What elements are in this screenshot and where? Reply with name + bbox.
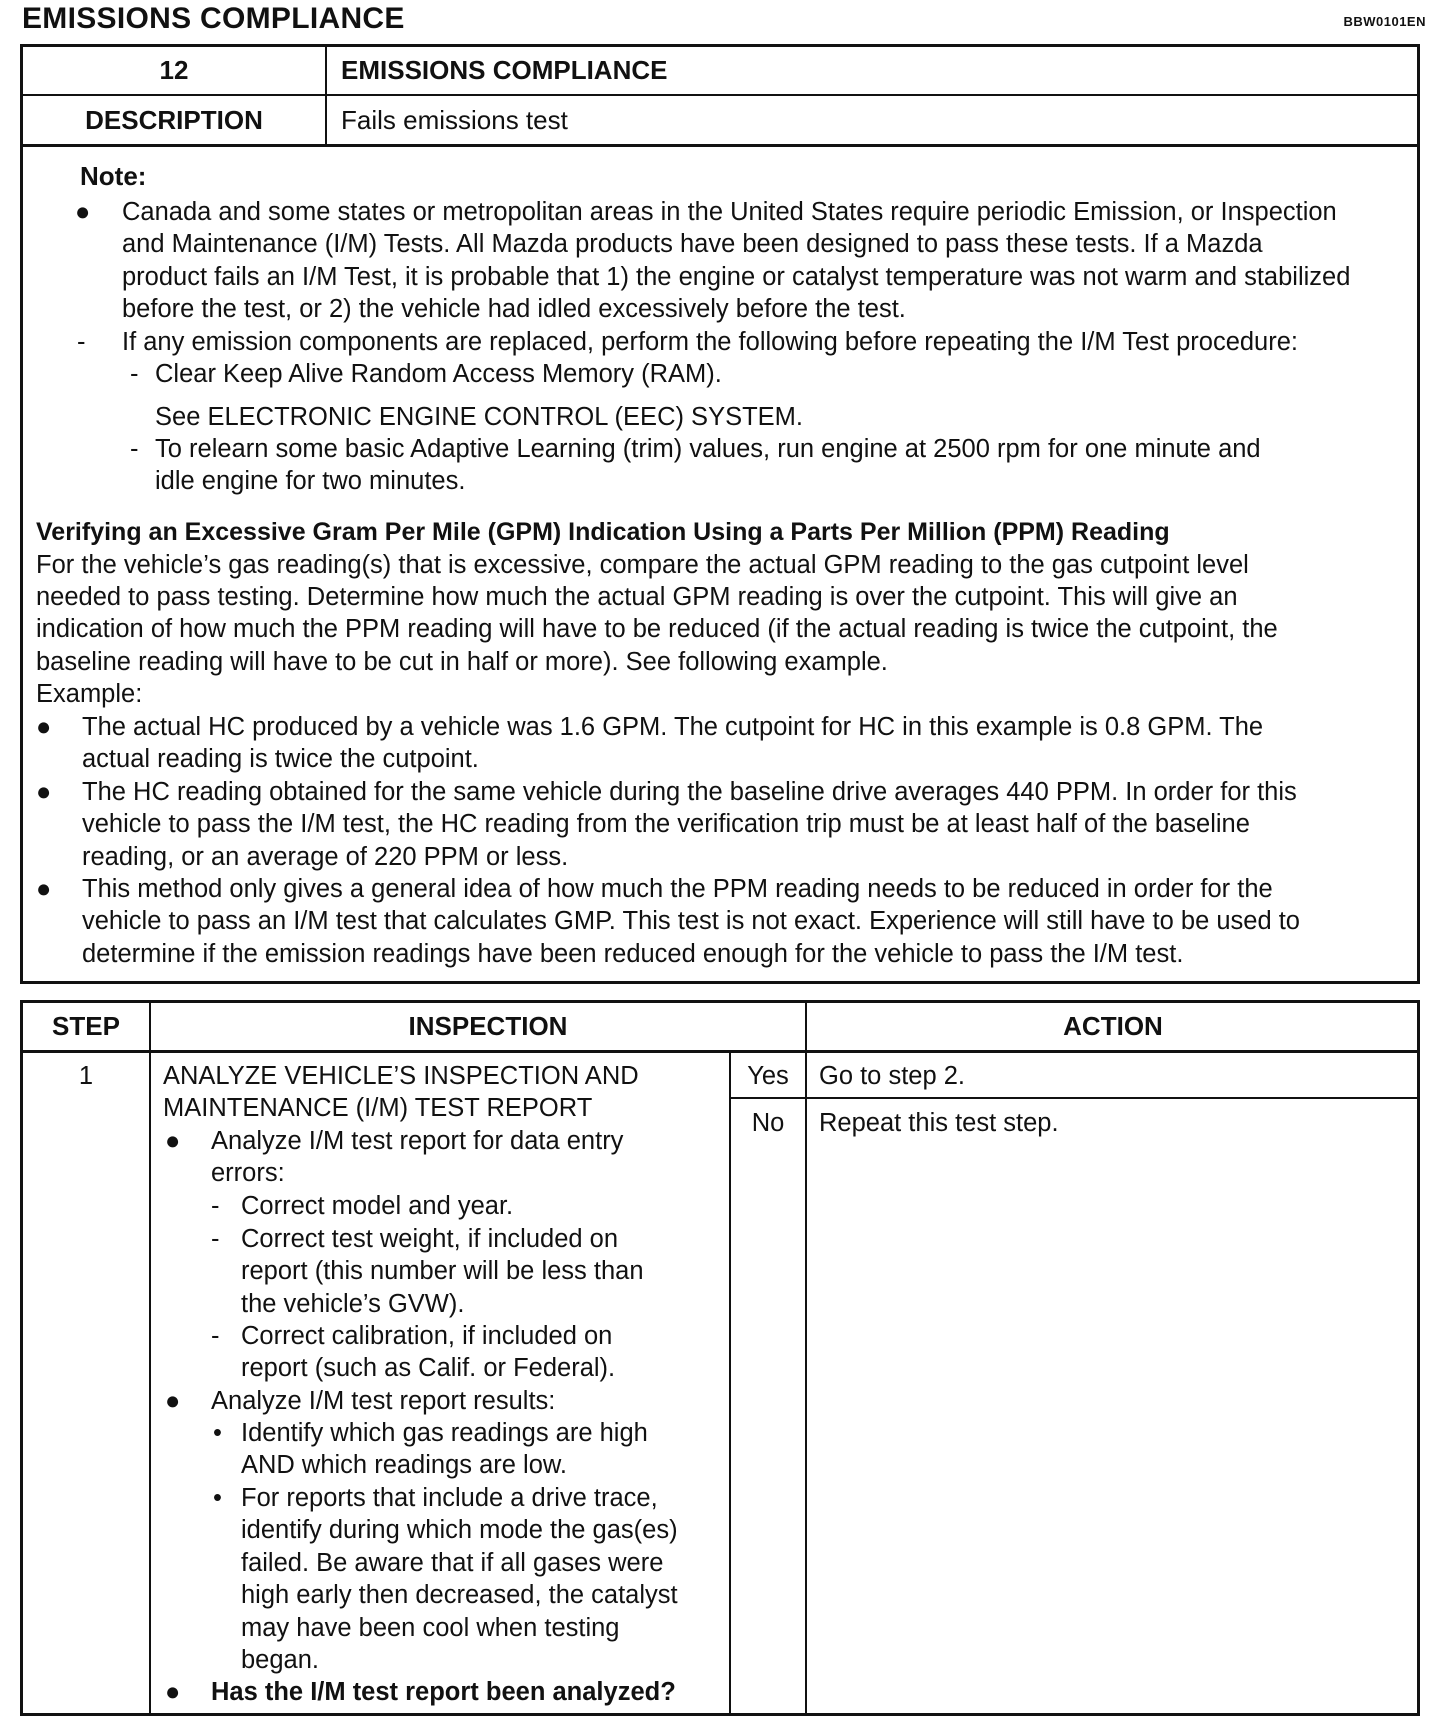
note-line: and Maintenance (I/M) Tests. All Mazda products have been designed to pass these tests. If a Mazda: [122, 230, 1263, 259]
inspection-title: [163, 1060, 639, 1125]
paragraph-line: needed to pass testing. Determine how much the actual GPM reading is over the cutpoint. This will give an: [36, 583, 1238, 612]
inspection-line: identify during which mode the gas(es): [241, 1516, 678, 1545]
inspection-line: failed. Be aware that if all gases were: [241, 1548, 664, 1577]
inspection-line: errors:: [211, 1159, 285, 1188]
inspection-line: began.: [241, 1646, 319, 1675]
page-title: EMISSIONS COMPLIANCE: [22, 2, 405, 35]
dash-marker: -: [211, 1225, 220, 1253]
step-table-header: [23, 1003, 1417, 1053]
divider: [729, 1053, 731, 1713]
note-subitem-text: See ELECTRONIC ENGINE CONTROL (EEC) SYSTEM.: [155, 403, 803, 431]
col-header-inspection: INSPECTION: [408, 1011, 568, 1041]
step-table: [20, 1000, 1420, 1716]
example-label: Example:: [36, 679, 143, 708]
action-no: Repeat this test step.: [819, 1109, 1059, 1137]
inspection-line: AND which readings are low.: [241, 1451, 567, 1480]
bullet-marker: ●: [36, 778, 52, 806]
inspection-line: Correct calibration, if included on: [241, 1322, 613, 1350]
inspection-line: report (such as Calif. or Federal).: [241, 1354, 616, 1383]
example-line: The HC reading obtained for the same vehicle during the baseline drive averages 440 PPM. In order for this: [82, 778, 1297, 806]
note-line: before the test, or 2) the vehicle had idled excessively before the test.: [122, 295, 906, 324]
divider: [729, 1097, 1419, 1099]
dash-marker: -: [211, 1322, 220, 1350]
bullet-marker: ●: [165, 1387, 181, 1415]
example-line: actual reading is twice the cutpoint.: [82, 745, 479, 774]
inspection-line: high early then decreased, the catalyst: [241, 1581, 678, 1610]
divider: [149, 1003, 151, 1713]
example-line: vehicle to pass an I/M test that calculates GMP. This test is not exact. Experience will still have to be used to: [82, 907, 1300, 936]
example-line: This method only gives a general idea of how much the PPM reading needs to be reduced in order for the: [82, 875, 1273, 903]
inspection-line: Correct test weight, if included on: [241, 1225, 619, 1253]
bullet-marker: •: [213, 1484, 222, 1512]
bullet-marker: ●: [75, 198, 91, 226]
paragraph-line: For the vehicle’s gas reading(s) that is excessive, compare the actual GPM reading to the gas cutpoint level: [36, 551, 1249, 579]
inspection-line: report (this number will be less than: [241, 1257, 644, 1286]
notes-section: [23, 145, 1417, 981]
note-subitem-text: Clear Keep Alive Random Access Memory (RAM).: [155, 360, 722, 388]
note-heading: Note:: [80, 161, 147, 191]
note-subitem-text: To relearn some basic Adaptive Learning (trim) values, run engine at 2500 rpm for one minute and: [155, 435, 1261, 463]
inspection-line: Analyze I/M test report results:: [211, 1387, 556, 1415]
bullet-marker: ●: [36, 875, 52, 903]
description-row: [23, 96, 1417, 147]
bullet-marker: ●: [165, 1127, 181, 1155]
paragraph-line: indication of how much the PPM reading will have to be reduced (if the actual reading is twice the cutpoint, the: [36, 615, 1278, 644]
example-line: reading, or an average of 220 PPM or less.: [82, 842, 569, 871]
bullet-marker: ●: [36, 713, 52, 741]
col-header-action: ACTION: [1063, 1011, 1163, 1041]
inspection-title-line: ANALYZE VEHICLE’S INSPECTION AND: [163, 1062, 639, 1090]
bullet-marker: ●: [165, 1678, 181, 1706]
symptom-title: EMISSIONS COMPLIANCE: [341, 55, 668, 85]
inspection-line: Analyze I/M test report for data entry: [211, 1127, 624, 1155]
step-number: 1: [78, 1062, 94, 1090]
note-dash-text: If any emission components are replaced, perform the following before repeating the I/M Test procedure:: [122, 328, 1299, 356]
dash-marker: -: [130, 435, 139, 463]
paragraph-line: baseline reading will have to be cut in half or more). See following example.: [36, 647, 888, 676]
description-value: Fails emissions test: [341, 104, 568, 135]
inspection-line: the vehicle’s GVW).: [241, 1289, 465, 1318]
dash-marker: -: [211, 1192, 220, 1220]
inspection-line: Correct model and year.: [241, 1192, 514, 1220]
note-line: Canada and some states or metropolitan areas in the United States require periodic Emission, or Inspection: [122, 198, 1337, 226]
symptom-number-row: [23, 47, 1417, 96]
verify-paragraph: [36, 549, 1396, 710]
inspection-line: Identify which gas readings are high: [241, 1419, 648, 1447]
symptom-number: 12: [23, 47, 327, 94]
description-label: DESCRIPTION: [23, 96, 327, 144]
divider: [805, 1003, 807, 1713]
verify-heading: Verifying an Excessive Gram Per Mile (GPM) Indication Using a Parts Per Million (PPM) Reading: [36, 518, 1170, 546]
inspection-line: may have been cool when testing: [241, 1613, 620, 1642]
symptom-header-box: [20, 44, 1420, 984]
result-yes: Yes: [747, 1062, 789, 1090]
note-line: product fails an I/M Test, it is probable that 1) the engine or catalyst temperature was not warm and stabilized: [122, 262, 1351, 291]
bullet-marker: •: [213, 1419, 222, 1447]
action-yes: Go to step 2.: [819, 1062, 966, 1090]
inspection-line: For reports that include a drive trace,: [241, 1484, 658, 1512]
inspection-question-text: Has the I/M test report been analyzed?: [211, 1678, 676, 1706]
note-subitem-text: idle engine for two minutes.: [155, 467, 466, 496]
inspection-title-line: MAINTENANCE (I/M) TEST REPORT: [163, 1094, 593, 1123]
col-header-step: STEP: [52, 1011, 120, 1041]
example-line: vehicle to pass the I/M test, the HC reading from the verification trip must be at least half of the baseline: [82, 810, 1250, 839]
dash-marker: -: [77, 328, 86, 356]
dash-marker: -: [130, 360, 139, 388]
example-line: The actual HC produced by a vehicle was 1.6 GPM. The cutpoint for HC in this example is 0.8 GPM. The: [82, 713, 1264, 741]
example-line: determine if the emission readings have been reduced enough for the vehicle to pass the I/M test.: [82, 939, 1184, 968]
document-code: BBW0101EN: [1343, 14, 1426, 29]
result-no: No: [751, 1109, 785, 1137]
